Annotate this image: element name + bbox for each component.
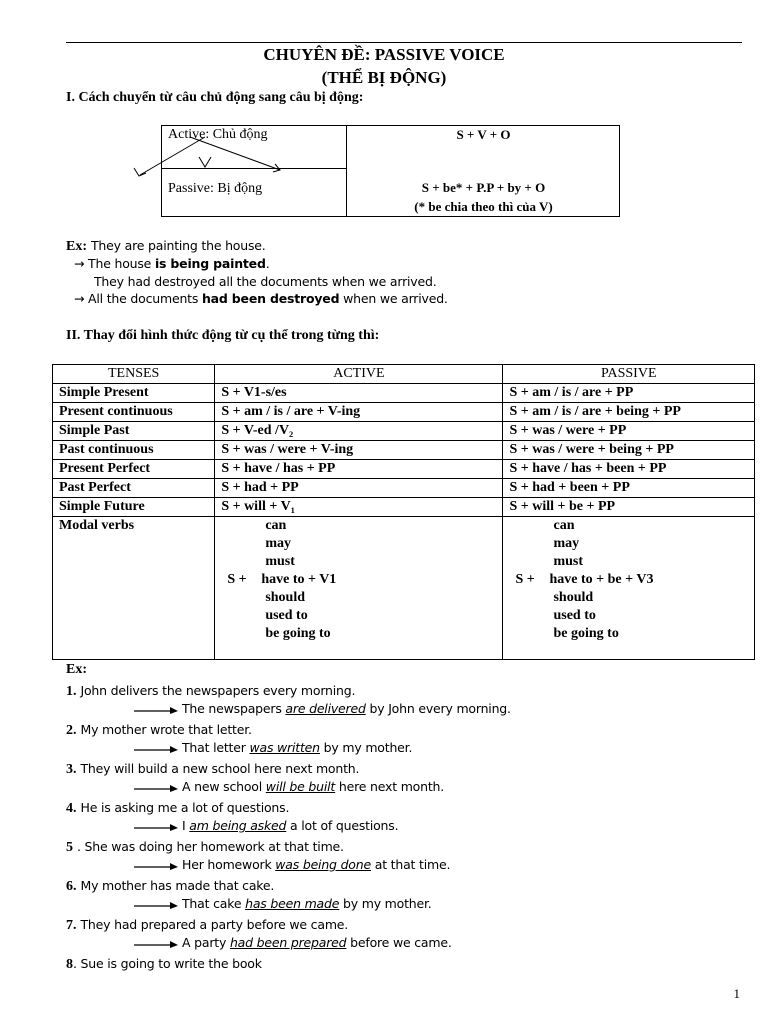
example1-line1: Ex: They are painting the house. (66, 238, 266, 254)
active-formula: S + V + O (456, 127, 511, 142)
example-answer: That letter was written by my mother. (134, 740, 412, 755)
example-question: 6. My mother has made that cake. (66, 878, 275, 894)
example-question: 7. They had prepared a party before we came. (66, 917, 349, 933)
header-tenses: TENSES (53, 365, 215, 384)
example-answer: The newspapers are delivered by John every morning. (134, 701, 511, 716)
example-question: 3. They will build a new school here next month. (66, 761, 360, 777)
example-answer: A party had been prepared before we came. (134, 935, 452, 950)
passive-label: Passive: Bị động (168, 181, 263, 196)
table-row: Simple Present S + V1-s/es S + am / is / are + PP (53, 384, 755, 403)
section2-heading: II. Thay đổi hình thức động từ cụ thể trong từng thì: (66, 328, 380, 343)
table-row: Simple Past S + V-ed /V₂ S + was / were + PP (53, 422, 755, 441)
right-arrow-icon (134, 822, 178, 832)
example1-line4: → All the documents had been destroyed when we arrived. (74, 291, 448, 306)
section1-heading: I. Cách chuyển từ câu chủ động sang câu bị động: (66, 90, 364, 105)
table-row: Simple Future S + will + V₁ S + will + be + PP (53, 498, 755, 517)
example-answer: A new school will be built here next month. (134, 779, 444, 794)
passive-formula: S + be* + P.P + by + O (421, 180, 546, 195)
example-question: 1. John delivers the newspapers every morning. (66, 683, 356, 699)
example-question: 4. He is asking me a lot of questions. (66, 800, 290, 816)
header-passive: PASSIVE (503, 365, 755, 384)
header-active: ACTIVE (215, 365, 503, 384)
right-arrow-icon (134, 939, 178, 949)
table-row: Past Perfect S + had + PP S + had + been + PP (53, 479, 755, 498)
top-rule (66, 42, 742, 43)
page-subtitle: (THỂ BỊ ĐỘNG) (321, 68, 447, 87)
example-answer: I am being asked a lot of questions. (134, 818, 398, 833)
example1-line3: They had destroyed all the documents when we arrived. (94, 274, 437, 289)
examples-label: Ex: (66, 662, 87, 677)
table-row: Present continuous S + am / is / are + V-ing S + am / is / are + being + PP (53, 403, 755, 422)
table-row: Past continuous S + was / were + V-ing S + was / were + being + PP (53, 441, 755, 460)
modal-label: Modal verbs (53, 517, 215, 660)
example1-line2: → The house is being painted. (74, 256, 270, 271)
tense-table (52, 364, 755, 660)
modal-active-cell: can may must S + have to + V1 should used to be going to (215, 517, 503, 660)
right-arrow-icon (134, 705, 178, 715)
right-arrow-icon (134, 861, 178, 871)
table-header-row (53, 365, 755, 384)
example-question: 2. My mother wrote that letter. (66, 722, 252, 738)
right-arrow-icon (134, 900, 178, 910)
example-last: 8. Sue is going to write the book (66, 956, 262, 972)
modal-passive-cell: can may must S + have to + be + V3 should used to be going to (503, 517, 755, 660)
right-arrow-icon (134, 783, 178, 793)
table-row-modal (53, 517, 755, 660)
page-number: 1 (733, 986, 740, 1001)
right-arrow-icon (134, 744, 178, 754)
example-question: 5 . She was doing her homework at that time. (66, 839, 344, 855)
cross-arrows-icon (130, 135, 300, 185)
page-title: CHUYÊN ĐỀ: PASSIVE VOICE (263, 45, 505, 64)
example-answer: Her homework was being done at that time. (134, 857, 450, 872)
active-label: Active: Chủ động (168, 127, 268, 142)
passive-note: (* be chia theo thì của V) (414, 199, 553, 214)
example-answer: That cake has been made by my mother. (134, 896, 432, 911)
table-row: Present Perfect S + have / has + PP S + have / has + been + PP (53, 460, 755, 479)
